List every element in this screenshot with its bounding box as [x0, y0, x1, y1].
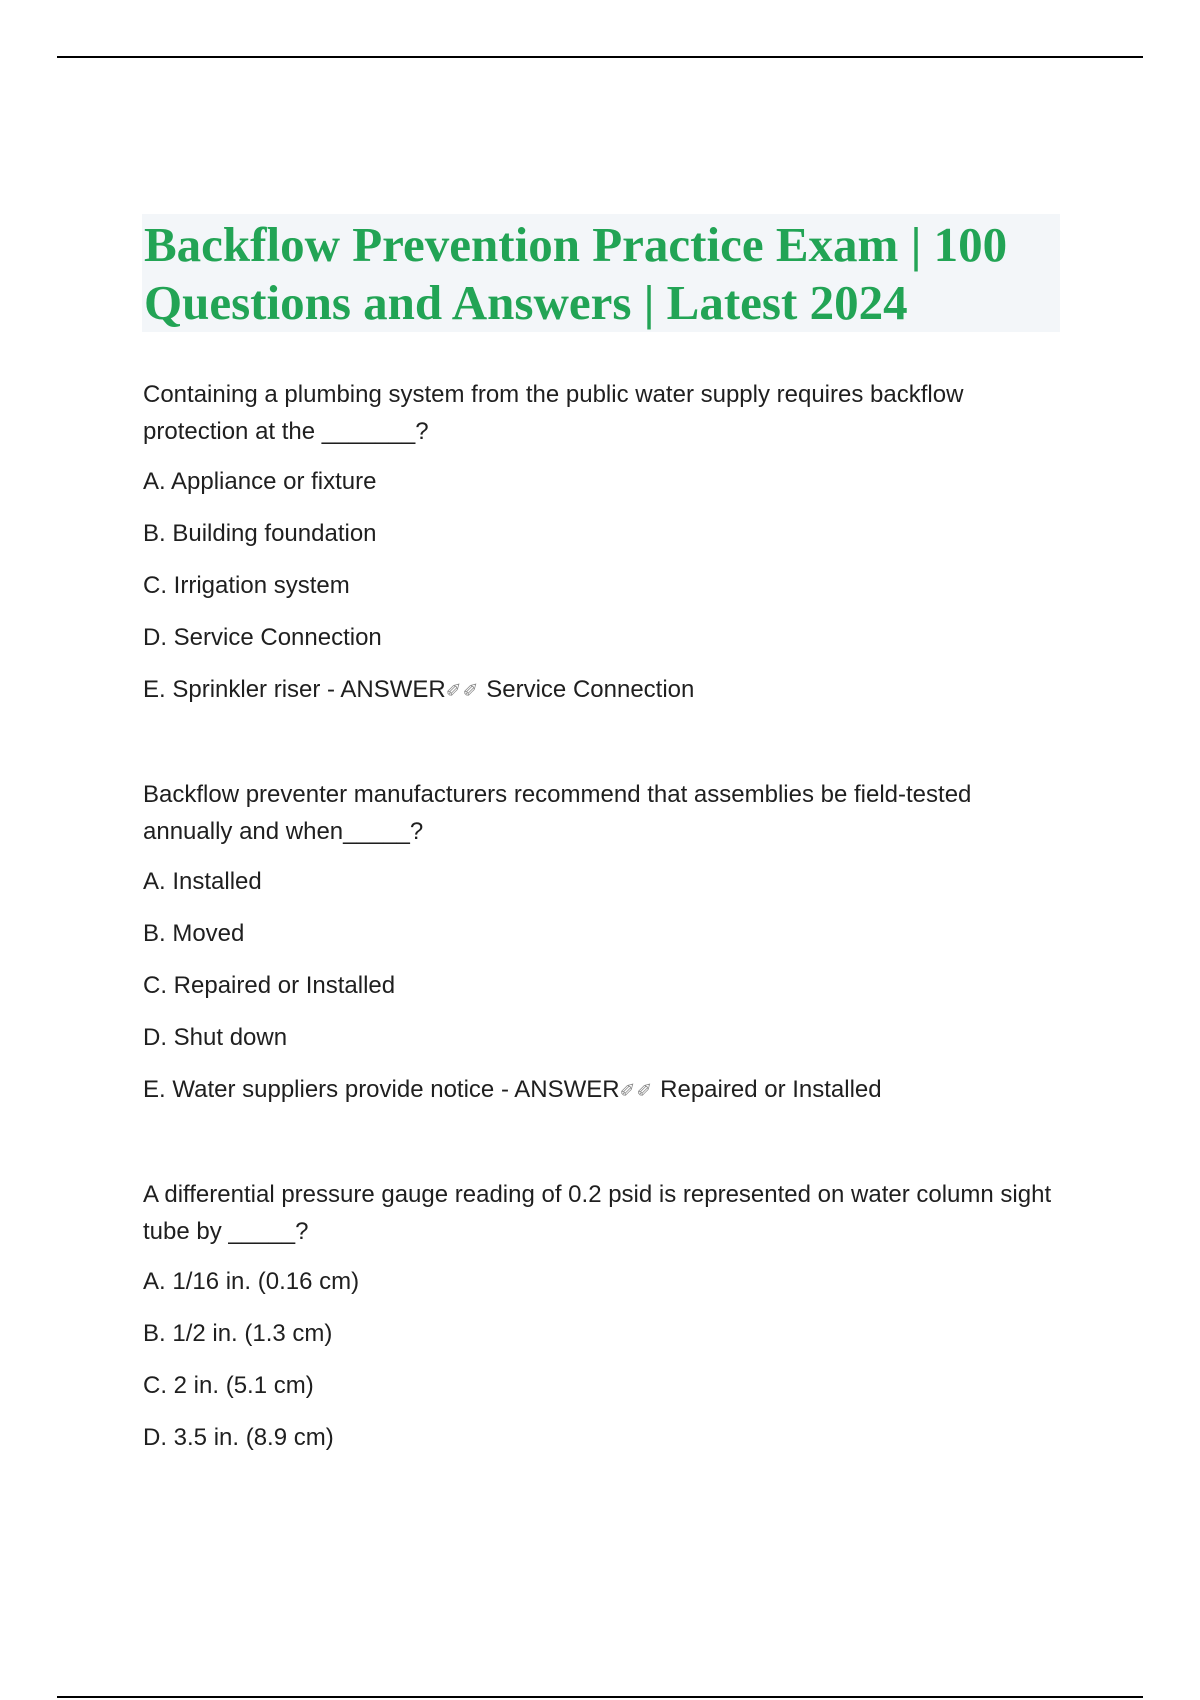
answer-label: ANSWER: [514, 1076, 620, 1103]
option-e-with-answer: E. Water suppliers provide notice - ANSWER✐✐ Repaired or Installed: [143, 1076, 882, 1103]
question-text: A differential pressure gauge reading of 0.2 psid is represented on water column sight tube by _____?: [143, 1181, 1052, 1245]
question-3: [143, 1176, 1063, 1456]
check-mark-icon: ✐✐: [619, 1080, 654, 1102]
option-c: C. 2 in. (5.1 cm): [143, 1372, 314, 1399]
answer-text: Repaired or Installed: [660, 1076, 882, 1103]
question-1: [143, 376, 1063, 710]
option-b: B. 1/2 in. (1.3 cm): [143, 1320, 333, 1347]
question-text: Containing a plumbing system from the public water supply requires backflow protection at the _______?: [143, 381, 964, 445]
answer-label: ANSWER: [340, 676, 446, 703]
option-b: B. Moved: [143, 920, 245, 947]
answer-text: Service Connection: [486, 676, 695, 703]
check-mark-icon: ✐✐: [445, 680, 480, 702]
option-d: D. Service Connection: [143, 624, 382, 651]
option-c: C. Repaired or Installed: [143, 972, 396, 999]
question-list: [143, 376, 1063, 1522]
title-block: [142, 214, 1060, 332]
option-a: A. Installed: [143, 868, 262, 895]
option-e: E. Water suppliers provide notice: [143, 1076, 495, 1103]
question-2: [143, 776, 1063, 1110]
bottom-rule: [57, 1696, 1143, 1698]
option-a: A. Appliance or fixture: [143, 468, 377, 495]
option-d: D. 3.5 in. (8.9 cm): [143, 1424, 334, 1451]
question-text: Backflow preventer manufacturers recommend that assemblies be field-tested annually and when_____?: [143, 781, 972, 845]
document-title: Backflow Prevention Practice Exam | 100 Questions and Answers | Latest 2024: [144, 217, 1008, 330]
option-e: E. Sprinkler riser: [143, 676, 321, 703]
option-b: B. Building foundation: [143, 520, 377, 547]
option-c: C. Irrigation system: [143, 572, 350, 599]
option-d: D. Shut down: [143, 1024, 288, 1051]
option-a: A. 1/16 in. (0.16 cm): [143, 1268, 360, 1295]
option-e-with-answer: E. Sprinkler riser - ANSWER✐✐ Service Connection: [143, 676, 695, 703]
top-rule: [57, 56, 1143, 58]
